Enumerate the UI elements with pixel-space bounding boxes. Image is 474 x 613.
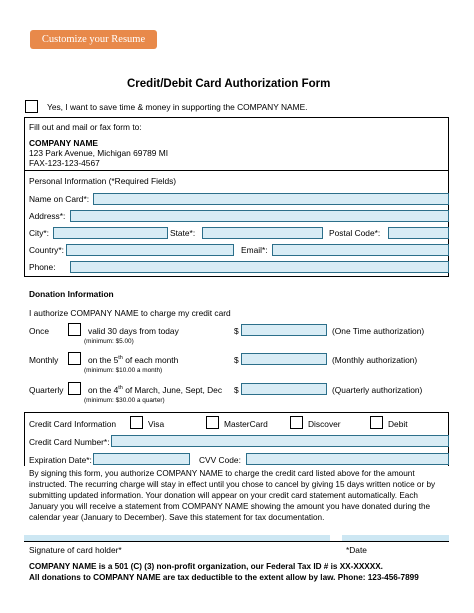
- mail-intro: Fill out and mail or fax form to:: [29, 122, 142, 132]
- donation-authorize: I authorize COMPANY NAME to charge my credit card: [29, 308, 231, 318]
- discover-label: Discover: [308, 419, 341, 429]
- company-fax: FAX-123-123-4567: [29, 158, 100, 168]
- debit-label: Debit: [388, 419, 408, 429]
- phone-field[interactable]: [70, 261, 449, 273]
- once-desc: valid 30 days from today: [88, 326, 179, 336]
- country-label: Country*:: [29, 245, 64, 255]
- customize-resume-button[interactable]: Customize your Resume: [30, 30, 157, 49]
- once-kind: (One Time authorization): [332, 326, 425, 336]
- postal-code-field[interactable]: [388, 227, 449, 239]
- country-field[interactable]: [66, 244, 234, 256]
- state-field[interactable]: [202, 227, 323, 239]
- address-label: Address*:: [29, 211, 66, 221]
- cvv-field[interactable]: [246, 453, 449, 465]
- email-label: Email*:: [241, 245, 268, 255]
- city-field[interactable]: [53, 227, 168, 239]
- once-dollar: $: [234, 326, 239, 336]
- once-amount-field[interactable]: [241, 324, 327, 336]
- visa-label: Visa: [148, 419, 165, 429]
- discover-checkbox[interactable]: [290, 416, 303, 429]
- monthly-label: Monthly: [29, 355, 59, 365]
- email-field[interactable]: [272, 244, 449, 256]
- expiration-field[interactable]: [93, 453, 190, 465]
- company-name: COMPANY NAME: [29, 138, 99, 148]
- phone-label: Phone:: [29, 262, 56, 272]
- once-minimum: (minimum: $5.00): [84, 338, 134, 345]
- monthly-checkbox[interactable]: [68, 352, 81, 365]
- visa-checkbox[interactable]: [130, 416, 143, 429]
- once-label: Once: [29, 326, 50, 336]
- quarterly-label: Quarterly: [29, 385, 64, 395]
- company-address: 123 Park Avenue, Michigan 69789 MI: [29, 148, 169, 158]
- opt-in-checkbox[interactable]: [25, 100, 38, 113]
- monthly-dollar: $: [234, 355, 239, 365]
- signature-label: Signature of card holder*: [29, 545, 122, 555]
- quarterly-dollar: $: [234, 385, 239, 395]
- opt-in-label: Yes, I want to save time & money in supporting the COMPANY NAME.: [47, 102, 308, 112]
- mastercard-checkbox[interactable]: [206, 416, 219, 429]
- form-title: Credit/Debit Card Authorization Form: [127, 78, 331, 90]
- expiration-label: Expiration Date*:: [29, 455, 92, 465]
- mastercard-label: MasterCard: [224, 419, 268, 429]
- monthly-amount-field[interactable]: [241, 353, 327, 365]
- quarterly-checkbox[interactable]: [68, 382, 81, 395]
- authorization-terms: By signing this form, you authorize COMPANY NAME to charge the credit card listed above for the amount instructed. The recurring charge will stay in effect until you chose to cancel by giving 15 days written notice or by submitting updated information. Your donation will appear on your credit card statement automatically. Each January you will receive a statement from COMPANY NAME showing the amount you have donated during the calendar year (January to December). Save this statement for tax documentation.: [29, 469, 436, 522]
- cvv-label: CVV Code:: [199, 455, 241, 465]
- city-label: City*:: [29, 228, 50, 238]
- footer-line-2: All donations to COMPANY NAME are tax deductible to the extent allow by law. Phone: 123-456-7899: [29, 573, 419, 582]
- card-number-label: Credit Card Number*:: [29, 437, 110, 447]
- once-checkbox[interactable]: [68, 323, 81, 336]
- personal-heading: Personal Information (*Required Fields): [29, 176, 177, 186]
- name-label: Name on Card*:: [29, 194, 90, 204]
- name-on-card-field[interactable]: [93, 193, 449, 205]
- donation-heading: Donation Information: [29, 289, 114, 299]
- quarterly-kind: (Quarterly authorization): [332, 385, 423, 395]
- card-box-top: [24, 412, 449, 413]
- quarterly-minimum: (minimum: $30.00 a quarter): [84, 397, 165, 404]
- quarterly-desc: on the 4th of March, June, Sept, Dec: [88, 385, 223, 395]
- state-label: State*:: [170, 228, 196, 238]
- footer-line-1: COMPANY NAME is a 501 (C) (3) non-profit organization, our Federal Tax ID # is XX-XXXXX.: [29, 562, 383, 571]
- date-label: *Date: [346, 545, 367, 555]
- monthly-kind: (Monthly authorization): [332, 355, 418, 365]
- monthly-minimum: (minimum: $10.00 a month): [84, 367, 163, 374]
- card-number-field[interactable]: [111, 435, 449, 447]
- postal-code-label: Postal Code*:: [329, 228, 381, 238]
- signature-line: [24, 541, 449, 542]
- card-info-label: Credit Card Information: [29, 419, 117, 429]
- debit-checkbox[interactable]: [370, 416, 383, 429]
- quarterly-amount-field[interactable]: [241, 383, 327, 395]
- address-field[interactable]: [70, 210, 449, 222]
- card-box-left: [24, 412, 25, 466]
- monthly-desc: on the 5th of each month: [88, 355, 179, 365]
